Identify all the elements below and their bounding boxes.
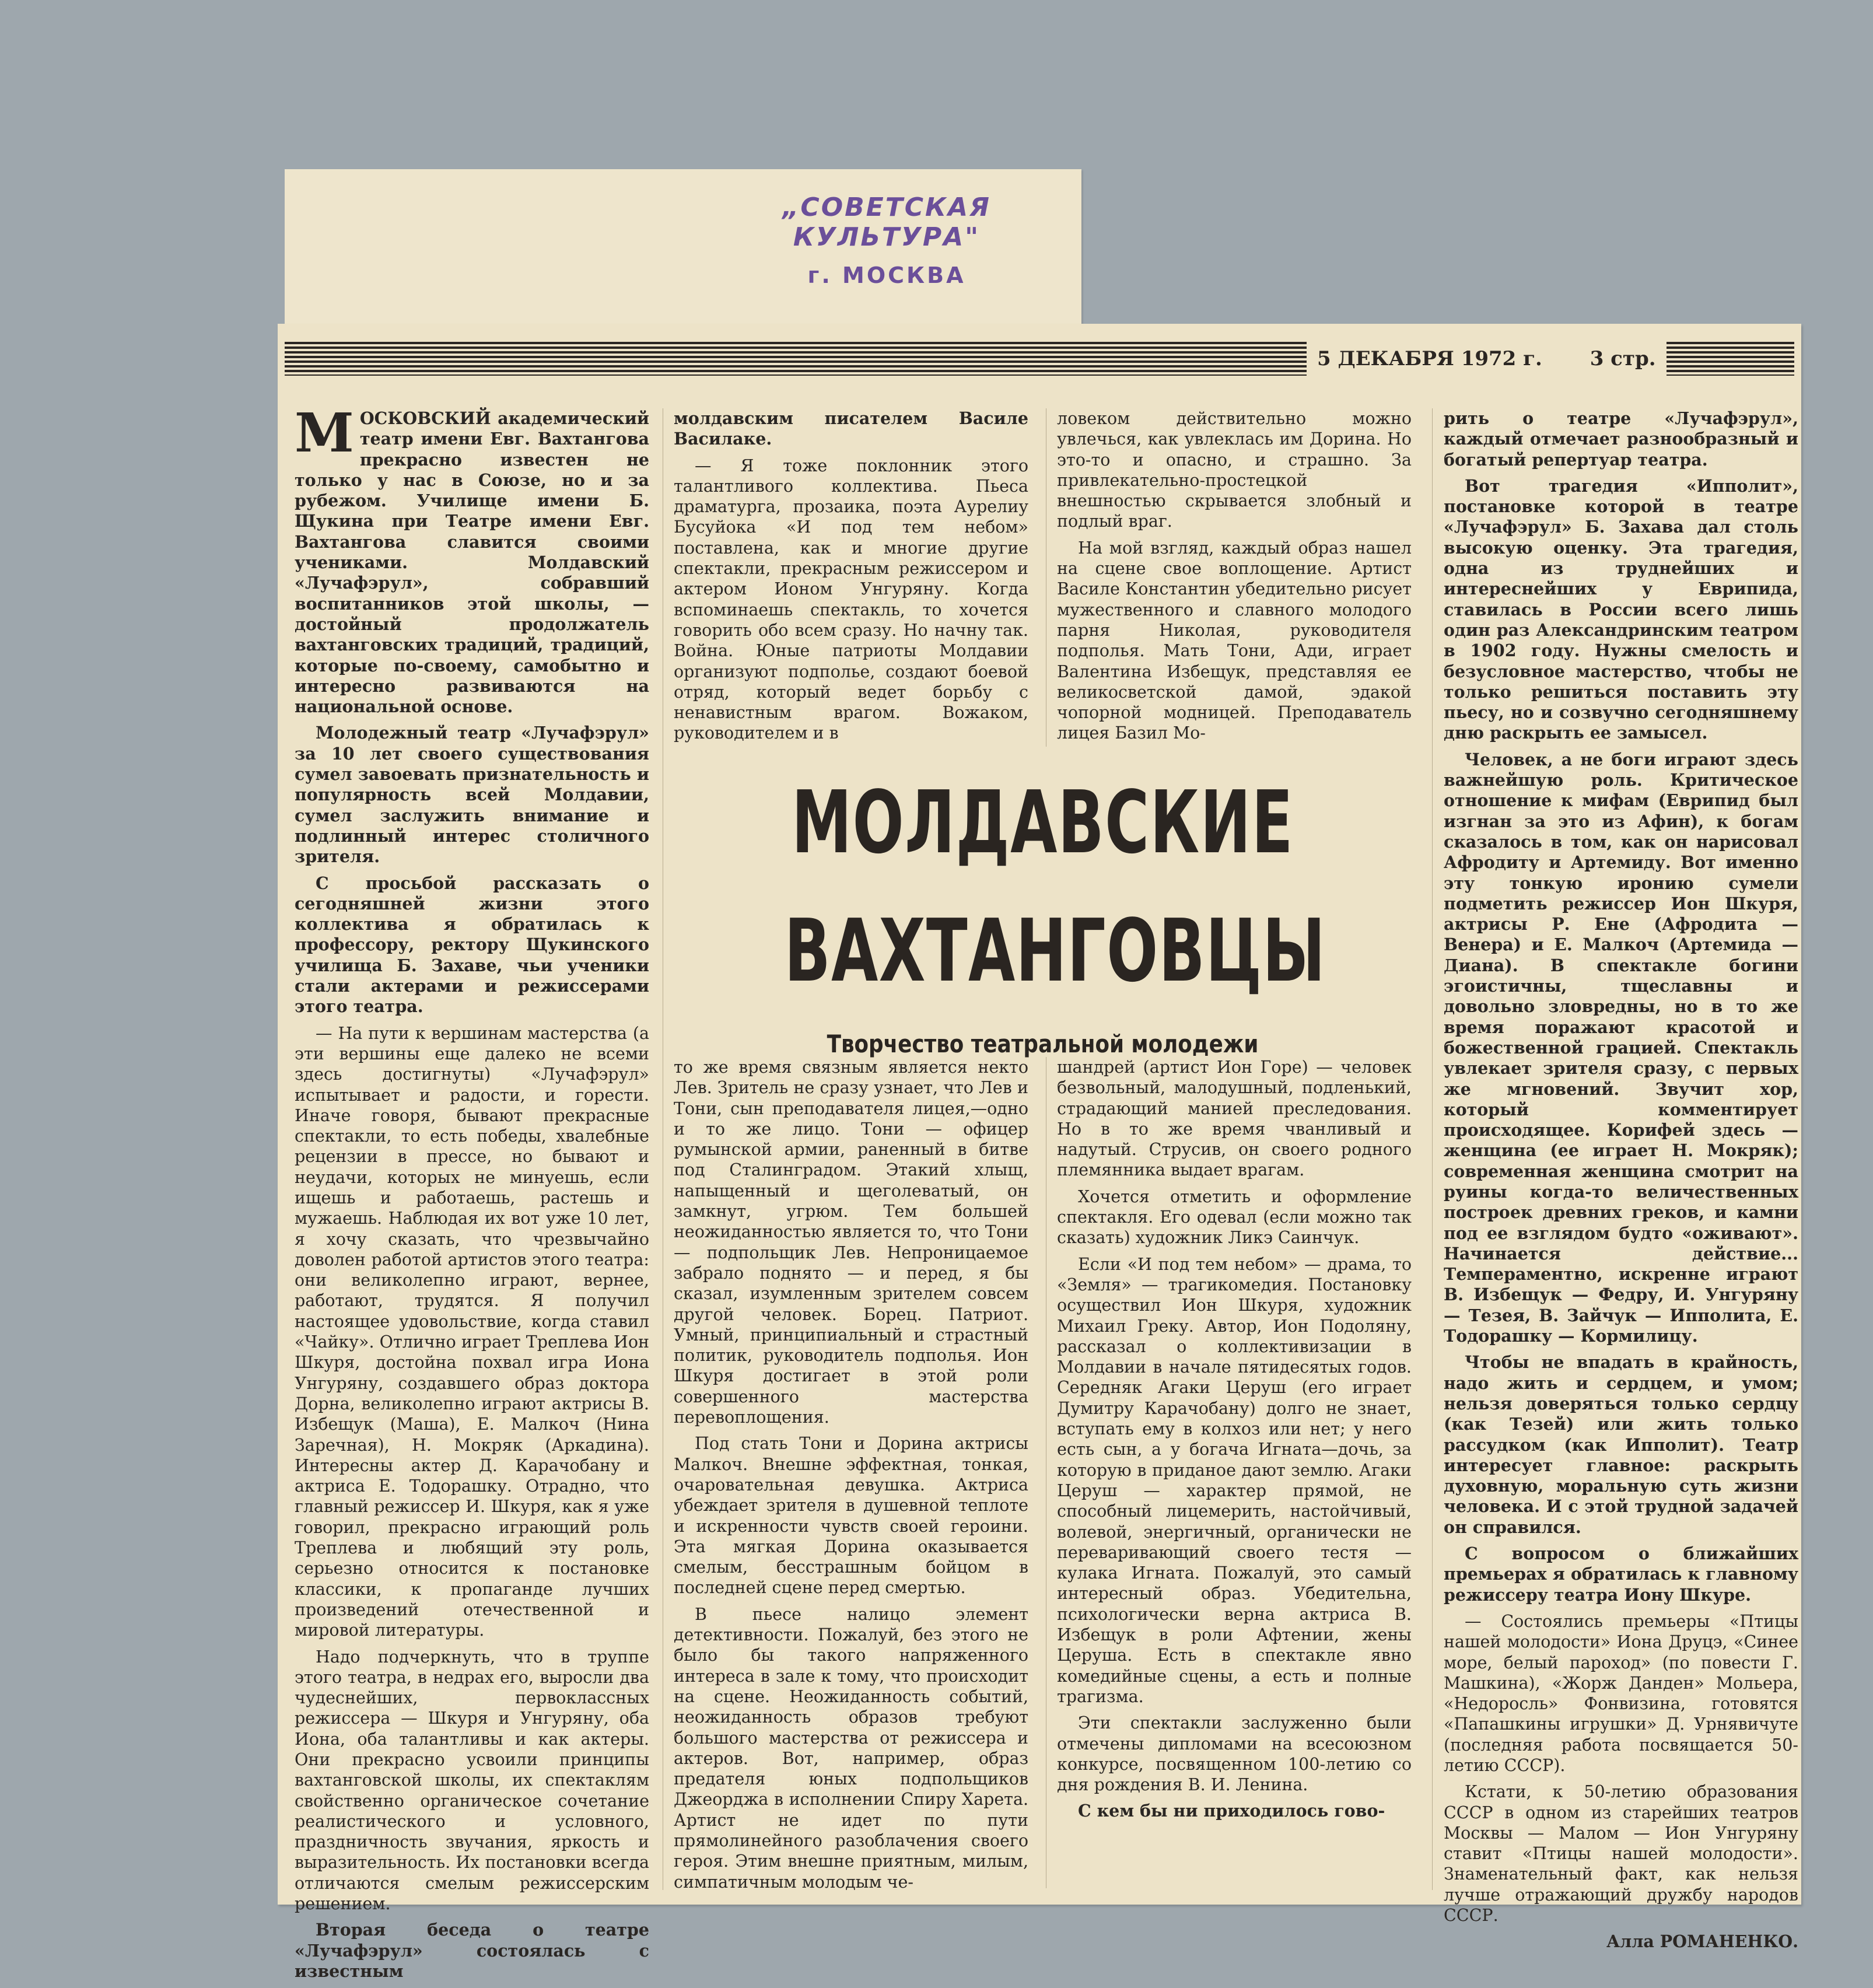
paragraph: Человек, а не боги играют здесь важнейшую роль. Критическое отношение к мифам (Еврипид был изгнан за это из Афин), к богам сказалось в том, как он нарисовал Афродиту и Артемиду. Вот именно эту тонкую иронию сумели подметить режиссер Ион Шкуря, актрисы Р. Ене (Афродита — Венера) и Е. Малкоч (Артемида — Диана). В спектакле богини эгоистичны, тщеславны и довольно зловредны, но в то же время поражают красотой и божественной грацией. Спектакль увлекает зрителя сразу, с первых же мгновений. Звучит хор, который комментирует происходящее. Корифей здесь — женщина (ее играет Н. Мокряк); современная женщина смотрит на руины когда-то величественных построек древних греков, и камни под ее взглядом будто «оживают». Начинается действие... Темпераментно, искренне играют В. Избещук — Федру, И. Унгуряну — Тезея, В. Зайчук — Ипполита, Е. Тодорашку — Кормилицу. <box>1444 749 1798 1346</box>
paragraph: Чтобы не впадать в крайность, надо жить и сердцем, и умом; нельзя доверяться только сердцу (как Тезей) или жить только рассудком (как Ипполит). Театр интересует главное: раскрыть духовную, моральную суть жизни человека. И с этой трудной задачей он справился. <box>1444 1352 1798 1537</box>
paragraph: Молодежный театр «Лучафэрул» за 10 лет своего существования сумел завоевать признательность и популярность всей Молдавии, сумел заслужить внимание и подлинный интерес столичного зрителя. <box>295 723 649 867</box>
paragraph: Вот трагедия «Ипполит», постановке которой в театре «Лучафэрул» Б. Захава дал столь высокую оценку. Эта трагедия, одна из труднейших и интереснейших у Еврипида, ставилась в России всего лишь один раз Александринским театром в 1902 году. Нужны смелость и безусловное мастерство, чтобы не только решиться поставить эту пьесу, но и созвучно сегодняшнему дню раскрыть ее замысел. <box>1444 475 1798 743</box>
paragraph: Если «И под тем небом» — драма, то «Земля» — трагикомедия. Постановку осуществил Ион Шкуря, художник Михаил Греку. Автор, Ион Подоляну, рассказал о коллективизации в Молдавии в начале пятидесятых годов. Середняк Агаки Церуш (его играет Думитру Карачобану) долго не знает, вступать ему в колхоз или нет; у него есть сын, а у богача Игната—дочь, за которую в приданое дают землю. Агаки Церуш — характер прямой, не способный лицемерить, настойчивый, волевой, энергичный, органически не переваривающий своего тестя — кулака Игната. Пожалуй, это самый интересный образ. Убедительна, психологически верна актриса В. Избещук в роли Афтении, жены Церуша. Есть в спектакле явно комедийные сцены, а есть и полные трагизма. <box>1057 1254 1412 1706</box>
paragraph: — Состоялись премьеры «Птицы нашей молодости» Иона Друцэ, «Синее море, белый пароход» (по повести Г. Машкина), «Жорж Данден» Мольера, «Недоросль» Фонвизина, готовятся «Папашкины игрушки» Д. Урнявичуте (последняя работа посвящается 50-летию СССР). <box>1444 1611 1798 1775</box>
paragraph: Под стать Тони и Дорина актрисы Малкоч. Внешне эффектная, тонкая, очаровательная девушка. Актриса убеждает зрителя в душевной теплоте и искренности чувств своей героини. Эта мягкая Дорина оказывается смелым, бесстрашным бойцом в последней сцене перед смертью. <box>674 1434 1028 1598</box>
paragraph: Эти спектакли заслуженно были отмечены дипломами на всесоюзном конкурсе, посвященном 100-летию со дня рождения В. И. Ленина. <box>1057 1713 1412 1795</box>
paragraph: рить о театре «Лучафэрул», каждый отмечает разнообразный и богатый репертуар театра. <box>1444 408 1798 470</box>
article-column-1 <box>295 401 649 1981</box>
issue-date: 5 ДЕКАБРЯ 1972 г. <box>1317 347 1542 370</box>
paragraph: Вторая беседа о театре «Лучафэрул» состоялась с известным <box>295 1920 649 1981</box>
stamp-city: г. МОСКВА <box>807 262 966 288</box>
paragraph: Надо подчеркнуть, что в труппе этого театра, в недрах его, выросли два чудеснейших, первоклассных режиссера — Шкуря и Унгуряну, оба Иона, оба талантливы и как актеры. Они прекрасно усвоили принципы вахтанговской школы, их спектаклям свойственно органическое сочетание реалистического и условного, праздничность звучания, яркость и выразительность. Их постановки всегда отличаются смелым режиссерским решением. <box>295 1647 649 1914</box>
paragraph: — Я тоже поклонник этого талантливого коллектива. Пьеса драматурга, прозаика, поэта Аурелиу Бусуйока «И под тем небом» поставлена, как и многие другие спектакли, прекрасным режиссером и актером Ионом Унгуряну. Когда вспоминаешь спектакль, то хочется говорить обо всем сразу. Но начну так. Война. Юные патриоты Молдавии организуют подполье, создают боевой отряд, который ведет борьбу с ненавистным врагом. Вожаком, руководителем и в <box>674 456 1028 743</box>
headline-line-2: ВАХТАНГОВЦЫ <box>784 901 1326 1001</box>
article-column-3-bottom <box>1057 1057 1412 1888</box>
lead-paragraph: МОСКОВСКИЙ академический театр имени Евг. Вахтангова прекрасно известен не только у нас в Союзе, но и за рубежом. Училище имени Б. Щукина при Театре имени Евг. Вахтангова славится своими учениками. Молдавский «Лучафэрул», собравший воспитанников этой школы, — достойный продолжатель вахтанговских традиций, традиций, которые по-своему, самобытно и интересно развиваются на национальной основе. <box>295 401 649 717</box>
newspaper-stamp <box>700 192 1073 288</box>
subheadline: Творчество театральной молодежи <box>827 1030 1259 1058</box>
paragraph: С просьбой рассказать о сегодняшней жизни этого коллектива я обратилась к профессору, ректору Щукинского училища Б. Захаве, чьи ученики стали актерами и режиссерами этого театра. <box>295 873 649 1017</box>
paragraph: В пьесе налицо элемент детективности. Пожалуй, без этого не было бы такого напряженного интереса в зале к тому, что происходит на сцене. Неожиданность событий, неожиданность образов требуют большого мастерства от режиссера и актеров. Вот, например, образ предателя юных подпольщиков Джеорджа в исполнении Спиру Харета. Артист не идет по пути прямолинейного разоблачения своего героя. Этим внешне приятным, милым, симпатичным молодым че- <box>674 1604 1028 1892</box>
headline-line-1: МОЛДАВСКИЕ <box>792 772 1294 873</box>
paragraph: молдавским писателем Василе Василаке. <box>674 408 1028 449</box>
paragraph: ловеком действительно можно увлечься, как увлеклась им Дорина. Но это-то и опасно, и страшно. За привлекательно-простецкой внешностью скрывается злобный и подлый враг. <box>1057 409 1412 531</box>
paragraph: С кем бы ни приходилось гово- <box>1078 1801 1385 1821</box>
paragraph: С вопросом о ближайших премьерах я обратилась к главному режиссеру театра Иону Шкуре. <box>1444 1544 1798 1605</box>
stamp-newspaper-name: „СОВЕТСКАЯ КУЛЬТУРА" <box>782 192 991 252</box>
headline-block <box>674 758 1412 1062</box>
paragraph: — На пути к вершинам мастерства (а эти вершины еще далеко не всеми здесь достигнуты) «Лучафэрул» испытывает и радости, и горести. Иначе говоря, бывают прекрасные спектакли, то есть победы, хвалебные рецензии в прессе, но бывают и неудачи, которых не минуешь, если ищешь и работаешь, растешь и мужаешь. Наблюдая их вот уже 10 лет, я хочу сказать, что чрезвычайно доволен работой артистов этого театра: они великолепно играют, вернее, работают, трудятся. Я получил настоящее удовольствие, когда ставил «Чайку». Отлично играет Треплева Ион Шкуря, достойна похвал игра Иона Унгуряну, создавшего образ доктора Дорна, великолепно играют актрисы В. Избещук (Маша), Е. Малкоч (Нина Заречная), Н. Мокряк (Аркадина). Интересны актер Д. Карачобану и актриса Е. Тодорашку. Отрадно, что главный режиссер И. Шкуря, как я уже говорил, прекрасно играющий роль Треплева и любящий эту роль, серьезно относится к постановке классики, к пропаганде лучших произведений отечественной и мировой литературы. <box>295 1023 649 1640</box>
paragraph: Кстати, к 50-летию образования СССР в одном из старейших театров Москвы — Малом — Ион Унгуряну ставит «Птицы нашей молодости». Знаменательный факт, как нельзя лучше отражающий дружбу народов СССР. <box>1444 1782 1798 1926</box>
paragraph: шандрей (артист Ион Горе) — человек безвольный, малодушный, подленький, страдающий манией преследования. Но в то же время чванливый и надутый. Струсив, он своего родного племянника выдает врагам. <box>1057 1058 1412 1180</box>
paragraph: то же время связным является некто Лев. Зритель не сразу узнает, что Лев и Тони, сын преподавателя лицея,—одно и то же лицо. Тони — офицер румынской армии, раненный в битве под Сталинградом. Этакий хлыщ, напыщенный и щеголеватый, он замкнут, угрюм. Тем большей неожиданностью является то, что Тони — подпольщик Лев. Непроницаемое забрало поднято — и перед, я бы сказал, изумленным зрителем совсем другой человек. Борец. Патриот. Умный, принципиальный и страстный политик, руководитель подполья. Ион Шкуря достигает в этой роли совершенного мастерства перевоплощения. <box>674 1058 1028 1427</box>
column-divider <box>1432 408 1433 1890</box>
page-number: 3 стр. <box>1590 347 1656 370</box>
paragraph: Хочется отметить и оформление спектакля. Его одевал (если можно так сказать) художник Ликэ Саинчук. <box>1057 1186 1412 1248</box>
author-signature: Алла РОМАНЕНКО. <box>1606 1931 1798 1952</box>
article-column-2-bottom <box>674 1057 1028 1892</box>
article-column-3-top <box>1057 408 1412 747</box>
dateline <box>1307 342 1667 376</box>
dropcap: М <box>295 401 354 464</box>
paragraph: На мой взгляд, каждый образ нашел на сцене свое воплощение. Артист Василе Константин убедительно рисует мужественного и славного молодого парня Николая, руководителя подполья. Мать Тони, Ади, играет Валентина Избещук, представляя ее великосветской дамой, эдакой чопорной модницей. Преподаватель лицея Базил Мо- <box>1057 538 1412 743</box>
article-column-2-top <box>674 408 1028 747</box>
article-column-4 <box>1444 408 1798 1952</box>
